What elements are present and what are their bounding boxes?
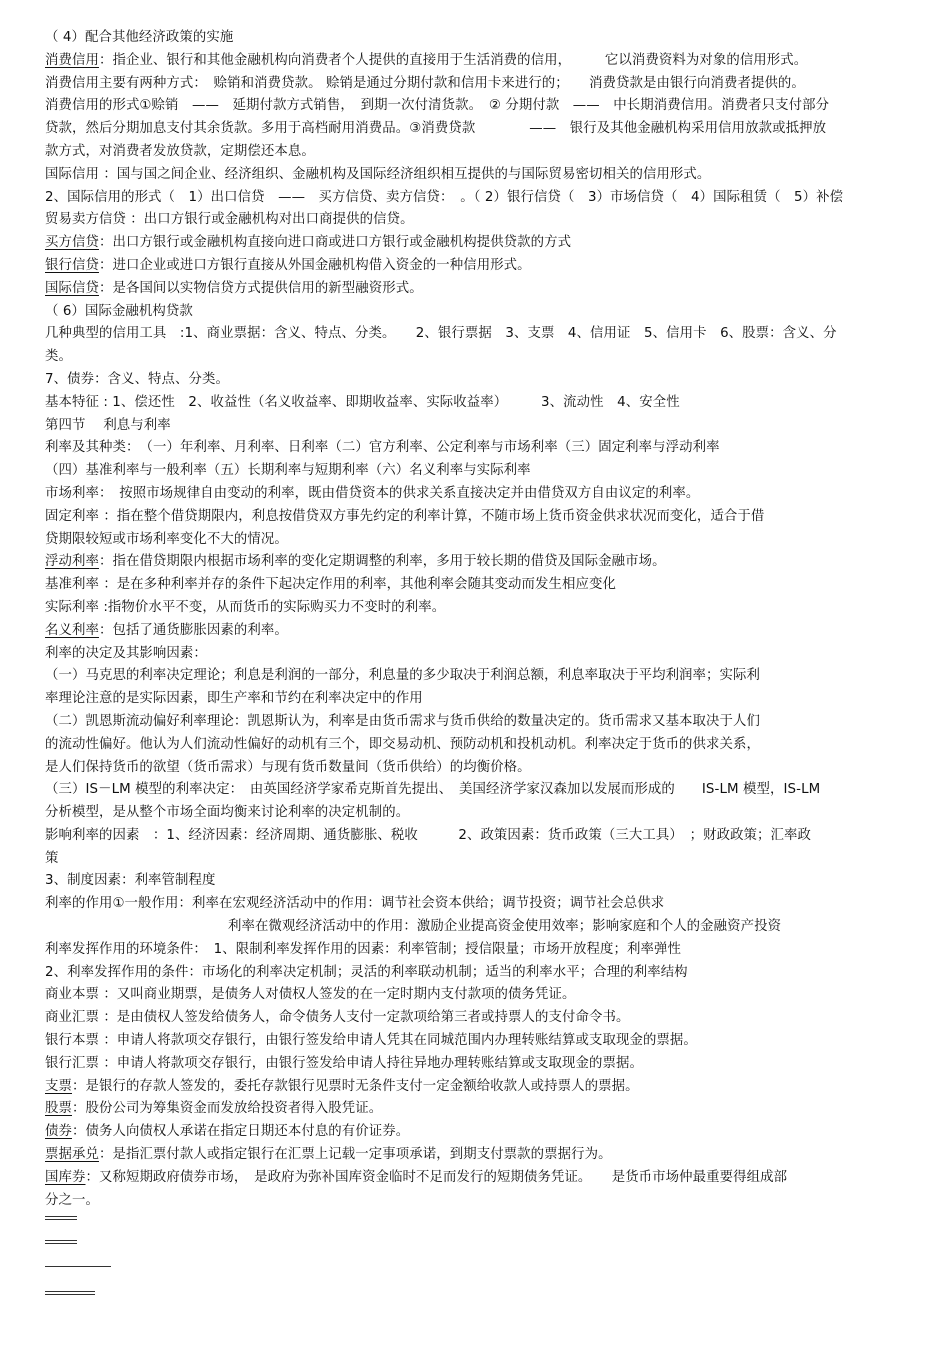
text-line xyxy=(45,802,923,825)
text-line xyxy=(45,1098,923,1121)
line-text: 分之一。 xyxy=(45,1192,99,1208)
text-line xyxy=(45,301,923,324)
line-text: 消费信用主要有两种方式： 赊销和消费贷款。 赊销是通过分期付款和信用卡来进行的； 消费贷款是由银行向消费者提供的。 xyxy=(45,75,805,91)
text-line xyxy=(45,893,923,916)
line-text: 2、利率发挥作用的条件：市场化的利率决定机制；灵活的利率联动机制；适当的利率水平；合理的利率结构 xyxy=(45,964,688,980)
term-label: 国际信贷 xyxy=(45,280,99,296)
line-text: 7、债券：含义、特点、分类。 xyxy=(45,371,229,387)
term-label: 消费信用 xyxy=(45,52,99,68)
text-line xyxy=(45,551,923,574)
text-line xyxy=(45,984,923,1007)
text-line xyxy=(45,779,923,802)
text-line xyxy=(45,95,923,118)
line-text: （二）凯恩斯流动偏好利率理论：凯恩斯认为，利率是由货币需求与货币供给的数量决定的。货币需求又基本取决于人们 xyxy=(45,713,760,729)
line-text: ：股份公司为筹集资金而发放给投资者得入股凭证。 xyxy=(71,1101,383,1117)
text-line xyxy=(45,1121,923,1144)
line-text: 银行汇票 ：申请人将款项交存银行，由银行签发给申请人持往异地办理转账结算或支取现金的票据。 xyxy=(45,1055,643,1071)
line-text: 几种典型的信用工具 :1、商业票据：含义、特点、分类。 2、银行票据 3、支票 4、信用证 5、信用卡 6、股票：含义、分 xyxy=(45,326,837,342)
line-text: 固定利率 ：指在整个借贷期限内，利息按借贷双方事先约定的利率计算，不随市场上货币资金供求状况而变化，适合于借 xyxy=(45,508,765,524)
document-body xyxy=(45,27,923,1212)
line-text: 商业本票 ：又叫商业期票，是债务人对债权人签发的在一定时期内支付款项的债务凭证。 xyxy=(45,987,576,1003)
text-line xyxy=(45,939,923,962)
text-line xyxy=(45,1053,923,1076)
line-text: 消费信用的形式①赊销 —— 延期付款方式销售， 到期一次付清货款。 ② 分期付款 —— 中长期消费信用。消费者只支付部分 xyxy=(45,98,830,114)
line-text: 3、制度因素：利率管制程度 xyxy=(45,873,216,889)
line-text: 策 xyxy=(45,850,59,866)
underline-rule xyxy=(45,1266,111,1267)
line-text: （ 4）配合其他经济政策的实施 xyxy=(45,30,234,45)
text-line xyxy=(45,460,923,483)
line-text: 商业汇票 ：是由债权人签发给债务人，命令债务人支付一定款项给第三者或持票人的支付命令书。 xyxy=(45,1010,630,1026)
line-text: ：指企业、银行和其他金融机构向消费者个人提供的直接用于生活消费的信用， 它以消费资料为对象的信用形式。 xyxy=(98,52,808,68)
line-text: ：是银行的存款人签发的，委托存款银行见票时无条件支付一定金额给收款人或持票人的票据。 xyxy=(71,1078,639,1094)
text-line xyxy=(45,688,923,711)
line-text: 第四节 利息与利率 xyxy=(45,417,171,433)
text-line xyxy=(45,232,923,255)
text-line xyxy=(45,870,923,893)
text-line xyxy=(45,415,923,438)
line-text: 贷款，然后分期加息支付其余货款。多用于高档耐用消费品。③消费贷款 —— 银行及其他金融机构采用信用放款或抵押放 xyxy=(45,121,827,137)
line-text: ：指在借贷期限内根据市场利率的变化定期调整的利率，多用于较长期的借贷及国际金融市场。 xyxy=(98,554,666,570)
text-line xyxy=(45,916,923,939)
line-text: 影响利率的因素 ：1、经济因素：经济周期、通货膨胀、税收 2、政策因素：货币政策（三大工具） ；财政政策；汇率政 xyxy=(45,827,812,843)
text-line xyxy=(45,50,923,73)
text-line xyxy=(45,27,923,50)
text-line xyxy=(45,665,923,688)
text-line xyxy=(45,574,923,597)
line-text: 的流动性偏好。他认为人们流动性偏好的动机有三个，即交易动机、预防动机和投机动机。利率决定于货币的供求关系， xyxy=(45,736,760,752)
text-line xyxy=(45,392,923,415)
line-text: （四）基准利率与一般利率（五）长期利率与短期利率（六）名义利率与实际利率 xyxy=(45,463,531,479)
line-text: ：又称短期政府债券市场， 是政府为弥补国库资金临时不足而发行的短期债务凭证。 是货币市场仲最重要得组成部 xyxy=(85,1169,788,1185)
text-line xyxy=(45,848,923,871)
line-text: ：包括了通货膨胀因素的利率。 xyxy=(98,622,288,638)
text-line xyxy=(45,255,923,278)
underline-rule xyxy=(45,1216,77,1217)
term-label: 国库券 xyxy=(45,1169,86,1185)
text-line xyxy=(45,1144,923,1167)
line-text: ：出口方银行或金融机构直接向进口商或进口方银行或金融机构提供贷款的方式 xyxy=(98,235,572,251)
text-line xyxy=(45,73,923,96)
term-label: 支票 xyxy=(45,1078,72,1094)
text-line xyxy=(45,620,923,643)
text-line xyxy=(45,734,923,757)
line-text: ：进口企业或进口方银行直接从外国金融机构借入资金的一种信用形式。 xyxy=(98,257,531,273)
line-text: 利率及其种类： （一）年利率、月利率、日利率（二）官方利率、公定利率与市场利率（三）固定利率与浮动利率 xyxy=(45,440,720,456)
text-line xyxy=(45,597,923,620)
line-text: ：是指汇票付款人或指定银行在汇票上记载一定事项承诺，到期支付票款的票据行为。 xyxy=(98,1147,612,1163)
line-text: 2、国际信用的形式（ 1）出口信贷 —— 买方信贷、卖方信贷： 。（ 2）银行信贷（ 3）市场信贷（ 4）国际租赁（ 5）补偿 xyxy=(45,189,844,205)
term-label: 名义利率 xyxy=(45,622,99,638)
text-line xyxy=(45,346,923,369)
term-label: 股票 xyxy=(45,1101,72,1117)
line-text: 国际信用 ：国与国之间企业、经济组织、金融机构及国际经济组织相互提供的与国际贸易密切相关的信用形式。 xyxy=(45,166,711,182)
line-text: 贷期限较短或市场利率变化不大的情况。 xyxy=(45,531,288,547)
underline-rule xyxy=(45,1240,77,1241)
text-line xyxy=(45,1190,923,1213)
text-line xyxy=(45,1007,923,1030)
line-text: 利率在微观经济活动中的作用：激励企业提高资金使用效率；影响家庭和个人的金融资产投资 xyxy=(228,919,782,935)
line-text: ：债务人向债权人承诺在指定日期还本付息的有价证券。 xyxy=(71,1124,410,1140)
line-text: 利率发挥作用的环境条件： 1、限制利率发挥作用的因素：利率管制；授信限量；市场开放程度；利率弹性 xyxy=(45,941,681,957)
term-label: 银行信贷 xyxy=(45,257,99,273)
text-line xyxy=(45,529,923,552)
text-line xyxy=(45,323,923,346)
line-text: 银行本票 ：申请人将款项交存银行，由银行签发给申请人凭其在同城范围内办理转账结算或支取现金的票据。 xyxy=(45,1033,697,1049)
line-text: ：是各国间以实物信贷方式提供信用的新型融资形式。 xyxy=(98,280,423,296)
line-text: 基本特征 : 1、偿还性 2、收益性（名义收益率、即期收益率、实际收益率） 3、流动性 4、安全性 xyxy=(45,394,680,410)
text-line xyxy=(45,369,923,392)
text-line xyxy=(45,1076,923,1099)
text-line xyxy=(45,757,923,780)
text-line xyxy=(45,278,923,301)
text-line xyxy=(45,437,923,460)
term-label: 票据承兑 xyxy=(45,1147,99,1163)
text-line xyxy=(45,187,923,210)
term-label: 买方信贷 xyxy=(45,235,99,251)
line-text: 类。 xyxy=(45,349,72,365)
text-line xyxy=(45,164,923,187)
text-line xyxy=(45,118,923,141)
line-text: 分析模型，是从整个市场全面均衡来讨论利率的决定机制的。 xyxy=(45,805,410,821)
line-text: 贸易卖方信贷 ：出口方银行或金融机构对出口商提供的信贷。 xyxy=(45,212,414,228)
line-text: 利率的作用①一般作用：利率在宏观经济活动中的作用：调节社会资本供给；调节投资；调节社会总供求 xyxy=(45,896,665,912)
term-label: 债券 xyxy=(45,1124,72,1140)
text-line xyxy=(45,483,923,506)
text-line xyxy=(45,711,923,734)
text-line xyxy=(45,1167,923,1190)
line-text: （一）马克思的利率决定理论；利息是利润的一部分，利息量的多少取决于利润总额，利息率取决于平均利润率；实际利 xyxy=(45,668,760,684)
line-text: 市场利率： 按照市场规律自由变动的利率，既由借贷资本的供求关系直接决定并由借贷双方自由议定的利率。 xyxy=(45,485,700,501)
line-text: 是人们保持货币的欲望（货币需求）与现有货币数量间（货币供给）的均衡价格。 xyxy=(45,759,531,775)
text-line xyxy=(45,1030,923,1053)
text-line xyxy=(45,506,923,529)
text-line xyxy=(45,825,923,848)
term-label: 浮动利率 xyxy=(45,554,99,570)
line-text: 率理论注意的是实际因素，即生产率和节约在利率决定中的作用 xyxy=(45,691,423,707)
line-text: 利率的决定及其影响因素： xyxy=(45,645,207,661)
line-text: 实际利率 :指物价水平不变，从而货币的实际购买力不变时的利率。 xyxy=(45,599,446,615)
text-line xyxy=(45,643,923,666)
underline-rule xyxy=(45,1291,95,1292)
text-line xyxy=(45,962,923,985)
line-text: 款方式，对消费者发放贷款，定期偿还本息。 xyxy=(45,143,315,159)
line-text: 基准利率 ：是在多种利率并存的条件下起决定作用的利率，其他利率会随其变动而发生相应变化 xyxy=(45,577,616,593)
line-text: （三）IS－LM 模型的利率决定： 由英国经济学家希克斯首先提出、 美国经济学家汉森加以发展而形成的 IS-LM 模型，IS-LM xyxy=(45,782,821,798)
text-line xyxy=(45,209,923,232)
text-line xyxy=(45,141,923,164)
line-text: （ 6）国际金融机构贷款 xyxy=(45,303,193,319)
